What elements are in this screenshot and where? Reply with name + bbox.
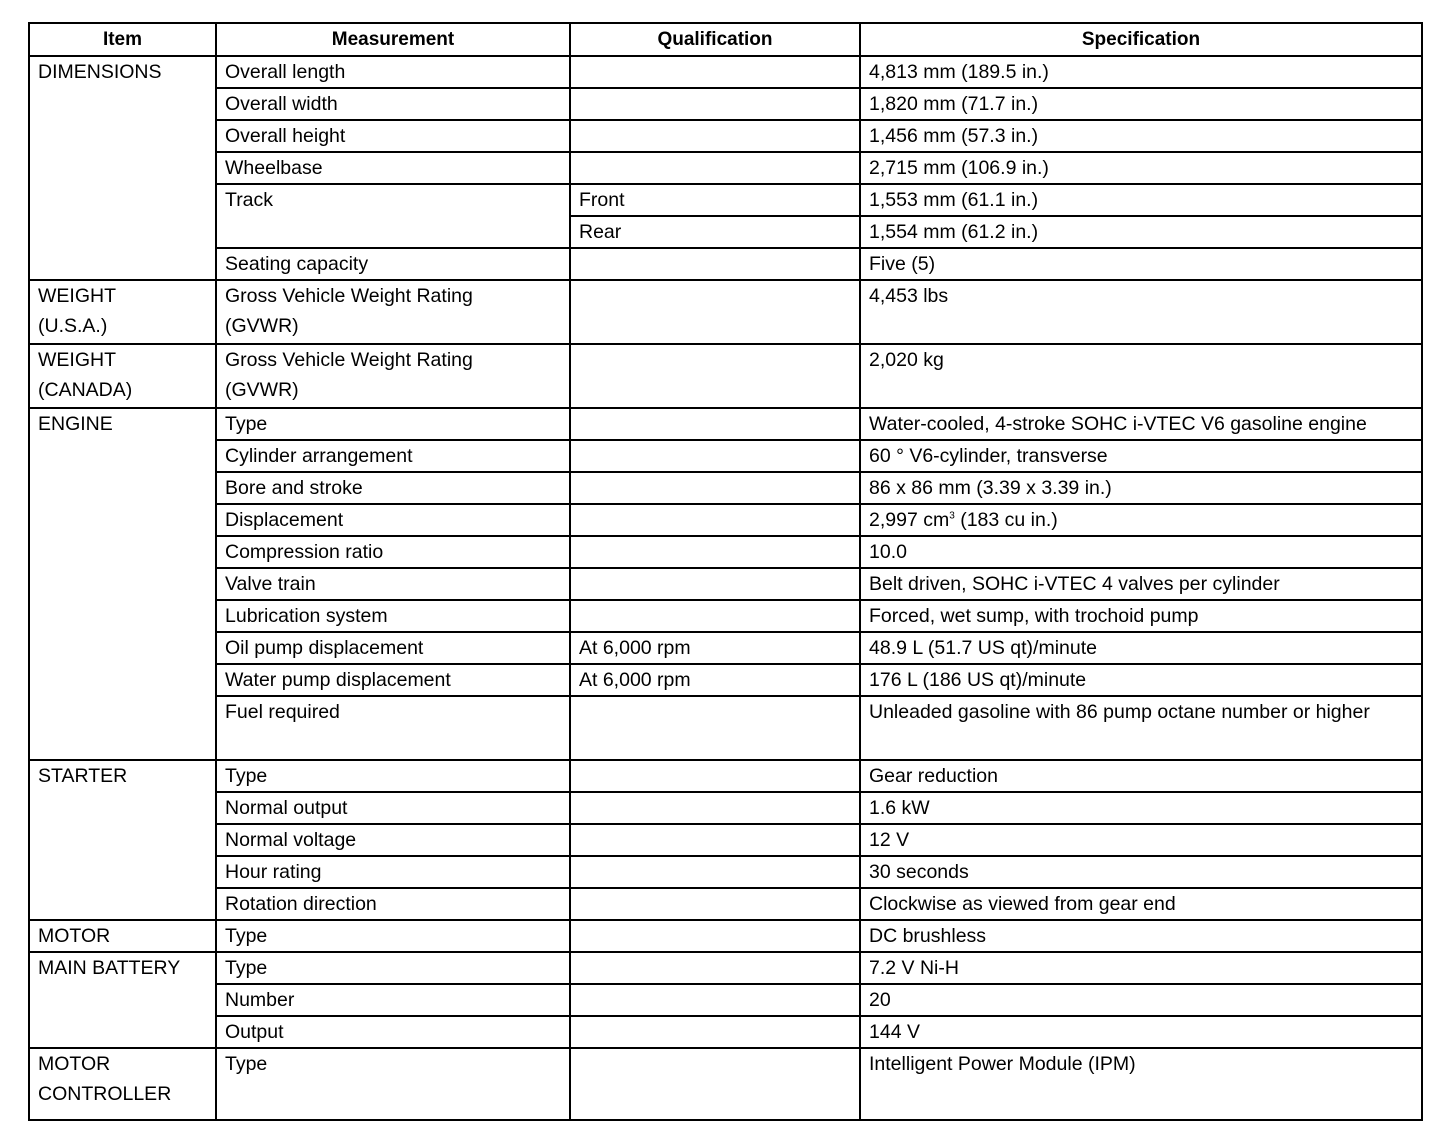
spec-cell: 2,020 kg — [860, 344, 1422, 408]
qualification-cell — [570, 952, 860, 984]
header-specification: Specification — [860, 23, 1422, 56]
qualification-cell: At 6,000 rpm — [570, 632, 860, 664]
qualification-cell: Rear — [570, 216, 860, 248]
qualification-cell — [570, 280, 860, 344]
measurement-cell: Displacement — [216, 504, 570, 536]
superscript: 3 — [949, 510, 955, 522]
table-row — [29, 888, 1422, 920]
table-row — [29, 1016, 1422, 1048]
spec-cell: 1,820 mm (71.7 in.) — [860, 88, 1422, 120]
qualification-cell — [570, 472, 860, 504]
item-line: CONTROLLER — [38, 1083, 172, 1105]
table-row — [29, 408, 1422, 440]
table-row — [29, 536, 1422, 568]
table-row — [29, 792, 1422, 824]
measurement-cell: Overall length — [216, 56, 570, 88]
table-row — [29, 1048, 1422, 1120]
measurement-cell — [216, 344, 570, 408]
measurement-cell: Valve train — [216, 568, 570, 600]
spec-cell: 7.2 V Ni-H — [860, 952, 1422, 984]
qualification-cell — [570, 344, 860, 408]
table-row — [29, 600, 1422, 632]
qualification-cell — [570, 536, 860, 568]
measurement-line: Gross Vehicle Weight Rating — [225, 285, 473, 307]
item-dimensions: DIMENSIONS — [29, 56, 216, 280]
measurement-cell: Normal voltage — [216, 824, 570, 856]
spec-cell: Water-cooled, 4-stroke SOHC i-VTEC V6 gasoline engine — [860, 408, 1422, 440]
qualification-cell — [570, 248, 860, 280]
header-item: Item — [29, 23, 216, 56]
item-main-battery: MAIN BATTERY — [29, 952, 216, 1048]
header-measurement: Measurement — [216, 23, 570, 56]
qualification-cell — [570, 88, 860, 120]
spec-cell: Clockwise as viewed from gear end — [860, 888, 1422, 920]
spec-cell: 48.9 L (51.7 US qt)/minute — [860, 632, 1422, 664]
measurement-cell: Type — [216, 408, 570, 440]
qualification-cell — [570, 120, 860, 152]
measurement-line: (GVWR) — [225, 379, 299, 401]
item-weight-canada — [29, 344, 216, 408]
measurement-cell: Overall width — [216, 88, 570, 120]
spec-cell: 1,456 mm (57.3 in.) — [860, 120, 1422, 152]
table-row — [29, 920, 1422, 952]
measurement-cell: Lubrication system — [216, 600, 570, 632]
specifications-table — [28, 22, 1423, 1121]
table-row — [29, 472, 1422, 504]
qualification-cell — [570, 152, 860, 184]
table-row — [29, 280, 1422, 344]
spec-cell: 60 ° V6-cylinder, transverse — [860, 440, 1422, 472]
table-row — [29, 344, 1422, 408]
spec-cell: 10.0 — [860, 536, 1422, 568]
qualification-cell — [570, 1048, 860, 1120]
table-row — [29, 184, 1422, 216]
measurement-cell: Wheelbase — [216, 152, 570, 184]
measurement-cell: Type — [216, 1048, 570, 1120]
spec-cell: 2,715 mm (106.9 in.) — [860, 152, 1422, 184]
spec-cell: Intelligent Power Module (IPM) — [860, 1048, 1422, 1120]
measurement-cell: Rotation direction — [216, 888, 570, 920]
table-row — [29, 120, 1422, 152]
qualification-cell — [570, 1016, 860, 1048]
measurement-line: Gross Vehicle Weight Rating — [225, 349, 473, 371]
measurement-cell: Normal output — [216, 792, 570, 824]
measurement-cell: Number — [216, 984, 570, 1016]
qualification-cell — [570, 856, 860, 888]
table-row — [29, 952, 1422, 984]
item-line: WEIGHT — [38, 349, 116, 371]
item-line: (CANADA) — [38, 379, 133, 401]
qualification-cell — [570, 440, 860, 472]
item-line: MOTOR — [38, 1053, 111, 1075]
table-row — [29, 760, 1422, 792]
measurement-cell: Water pump displacement — [216, 664, 570, 696]
qualification-cell — [570, 760, 860, 792]
table-row — [29, 696, 1422, 760]
spec-cell: Unleaded gasoline with 86 pump octane number or higher — [860, 696, 1422, 760]
measurement-cell: Hour rating — [216, 856, 570, 888]
spec-cell: 1,554 mm (61.2 in.) — [860, 216, 1422, 248]
measurement-cell: Type — [216, 920, 570, 952]
qualification-cell — [570, 56, 860, 88]
spec-text: 2,997 cm — [869, 509, 950, 531]
spec-cell: 144 V — [860, 1016, 1422, 1048]
qualification-cell — [570, 568, 860, 600]
spec-cell — [860, 504, 1422, 536]
spec-cell: DC brushless — [860, 920, 1422, 952]
spec-cell: 1.6 kW — [860, 792, 1422, 824]
header-qualification: Qualification — [570, 23, 860, 56]
qualification-cell — [570, 888, 860, 920]
table-row — [29, 824, 1422, 856]
spec-cell: 20 — [860, 984, 1422, 1016]
item-line: (U.S.A.) — [38, 315, 108, 337]
spec-cell: Belt driven, SOHC i-VTEC 4 valves per cylinder — [860, 568, 1422, 600]
table-row — [29, 152, 1422, 184]
qualification-cell — [570, 984, 860, 1016]
table-row — [29, 984, 1422, 1016]
qualification-cell — [570, 920, 860, 952]
qualification-cell — [570, 504, 860, 536]
measurement-cell: Type — [216, 760, 570, 792]
spec-cell: 86 x 86 mm (3.39 x 3.39 in.) — [860, 472, 1422, 504]
measurement-cell: Oil pump displacement — [216, 632, 570, 664]
measurement-cell: Compression ratio — [216, 536, 570, 568]
spec-cell: 4,813 mm (189.5 in.) — [860, 56, 1422, 88]
measurement-line: (GVWR) — [225, 315, 299, 337]
measurement-cell — [216, 280, 570, 344]
spec-cell: 176 L (186 US qt)/minute — [860, 664, 1422, 696]
qualification-cell — [570, 792, 860, 824]
table-row — [29, 856, 1422, 888]
measurement-cell: Fuel required — [216, 696, 570, 760]
header-row — [29, 23, 1422, 56]
table-row — [29, 632, 1422, 664]
measurement-cell: Output — [216, 1016, 570, 1048]
table-row — [29, 56, 1422, 88]
item-engine: ENGINE — [29, 408, 216, 760]
table-row — [29, 248, 1422, 280]
spec-text-tail: (183 cu in.) — [954, 509, 1058, 531]
table-row — [29, 440, 1422, 472]
item-motor: MOTOR — [29, 920, 216, 952]
spec-cell: Gear reduction — [860, 760, 1422, 792]
spec-cell: Forced, wet sump, with trochoid pump — [860, 600, 1422, 632]
qualification-cell: At 6,000 rpm — [570, 664, 860, 696]
qualification-cell — [570, 600, 860, 632]
item-line: WEIGHT — [38, 285, 116, 307]
item-weight-usa — [29, 280, 216, 344]
spec-cell: 1,553 mm (61.1 in.) — [860, 184, 1422, 216]
measurement-cell: Type — [216, 952, 570, 984]
measurement-cell: Seating capacity — [216, 248, 570, 280]
qualification-cell: Front — [570, 184, 860, 216]
spec-cell: Five (5) — [860, 248, 1422, 280]
spec-cell: 4,453 lbs — [860, 280, 1422, 344]
measurement-cell: Cylinder arrangement — [216, 440, 570, 472]
table-row — [29, 88, 1422, 120]
measurement-cell: Bore and stroke — [216, 472, 570, 504]
measurement-cell: Track — [216, 184, 570, 248]
item-motor-controller — [29, 1048, 216, 1120]
spec-cell: 30 seconds — [860, 856, 1422, 888]
qualification-cell — [570, 824, 860, 856]
spec-cell: 12 V — [860, 824, 1422, 856]
table-row — [29, 504, 1422, 536]
item-starter: STARTER — [29, 760, 216, 920]
measurement-cell: Overall height — [216, 120, 570, 152]
table-row — [29, 568, 1422, 600]
qualification-cell — [570, 408, 860, 440]
qualification-cell — [570, 696, 860, 760]
table-row — [29, 664, 1422, 696]
